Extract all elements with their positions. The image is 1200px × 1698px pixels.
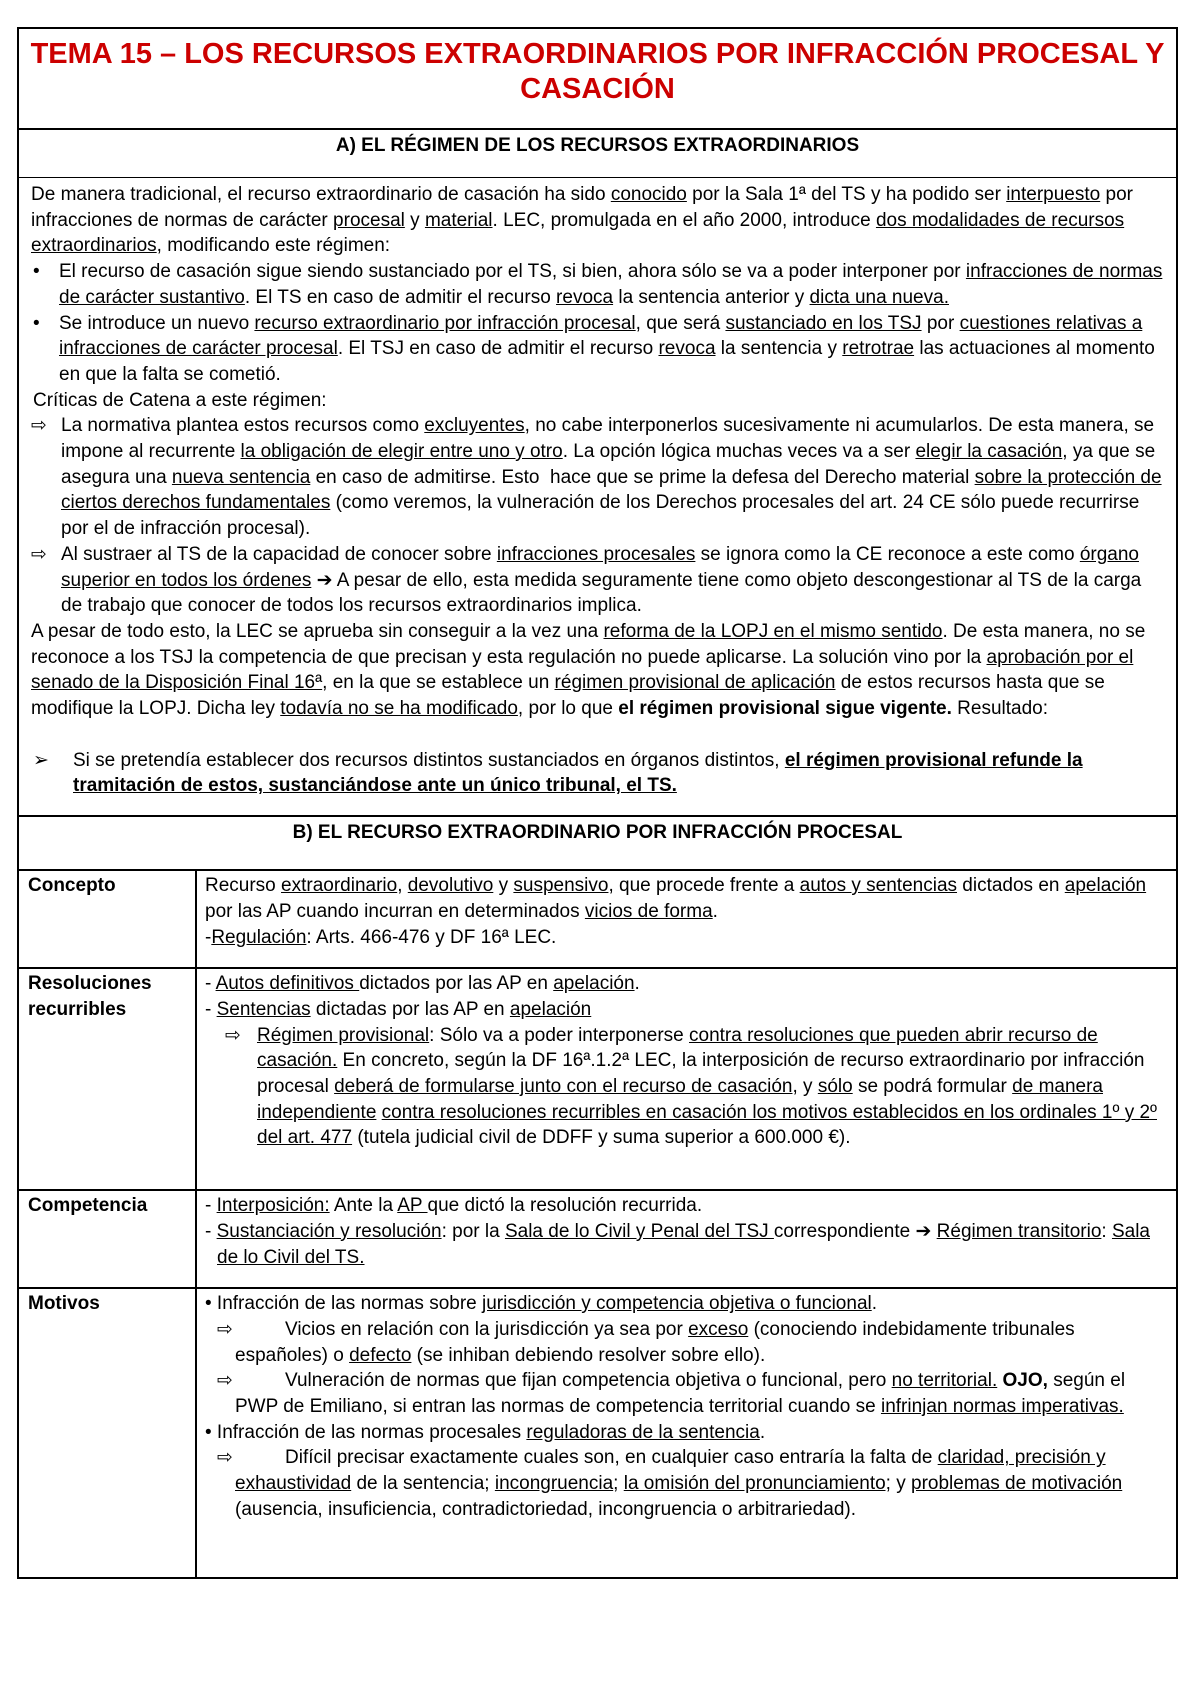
row-key: Competencia	[18, 1190, 196, 1288]
bullet-item: • Infracción de las normas sobre jurisdicción y competencia objetiva o funcional.	[205, 1293, 878, 1315]
arrow-item: ⇨ Al sustraer al TS de la capacidad de conocer sobre infracciones procesales se ignora como la CE reconoce a este como órgano superior en todos los órdenes ➔ A pesar de ello, esta medida seguramente tiene como objeto descongestionar al TS de la carga de trabajo que conocer de todos los recursos extraordinarios implica.	[31, 543, 1142, 617]
row-value: - Autos definitivos dictados por las AP en apelación. - Sentencias dictadas por las AP en apelación ⇨ Régimen provisional: Sólo va a poder interponerse contra resoluciones que pueden abrir recurso de casación. En concreto, según la DF 16ª.1.2ª LEC, la interposición de recurso extraordinario por infracción procesal deberá de formularse junto con el recurso de casación, y sólo se podrá formular de manera independiente contra resoluciones recurribles en casación los motivos establecidos en los ordinales 1º y 2º del art. 477 (tutela judicial civil de DDFF y suma superior a 600.000 €).	[196, 968, 1177, 1190]
triangle-bullet-icon: ➢	[33, 749, 49, 771]
row-key: Concepto	[18, 870, 196, 968]
table-row	[18, 968, 1177, 1190]
row-value	[196, 1288, 1177, 1578]
section-a-intro: De manera tradicional, el recurso extraordinario de casación ha sido conocido por la Sala 1ª del TS y ha podido ser interpuesto por infracciones de normas de carácter procesal y material. LEC, promulgada en el año 2000, introduce dos modalidades de recursos extraordinarios, modificando este régimen:	[31, 184, 1133, 257]
arrow-icon: ⇨	[31, 543, 47, 565]
arrow-item: ⇨ Vicios en relación con la jurisdicción ya sea por exceso (conociendo indebidamente tribunales españoles) o defecto (se inhiban debiendo resolver sobre ello).	[217, 1318, 1075, 1366]
section-a-para2: A pesar de todo esto, la LEC se aprueba sin conseguir a la vez una reforma de la LOPJ en el mismo sentido. De esta manera, no se reconoce a los TSJ la competencia de que precisan y esta regulación no puede aplicarse. La solución vino por la aprobación por el senado de la Disposición Final 16ª, en la que se establece un régimen provisional de aplicación de estos recursos hasta que se modifique la LOPJ. Dicha ley todavía no se ha modificado, por lo que el régimen provisional sigue vigente. Resultado:	[31, 620, 1146, 720]
bullet-icon: •	[33, 312, 40, 334]
bullet-icon: •	[205, 1293, 212, 1315]
table-row	[18, 870, 1177, 968]
page-title: TEMA 15 – LOS RECURSOS EXTRAORDINARIOS POR INFRACCIÓN PROCESAL Y CASACIÓN	[17, 27, 1178, 128]
row-key: Motivos	[18, 1288, 196, 1578]
section-b-heading: B) EL RECURSO EXTRAORDINARIO POR INFRACCIÓN PROCESAL	[17, 817, 1178, 869]
section-a-heading: A) EL RÉGIMEN DE LOS RECURSOS EXTRAORDINARIOS	[17, 128, 1178, 178]
bullet-item: • El recurso de casación sigue siendo sustanciado por el TS, si bien, ahora sólo se va a poder interponer por infracciones de normas de carácter sustantivo. El TS en caso de admitir el recurso revoca la sentencia anterior y dicta una nueva.	[33, 261, 1163, 308]
row-key: Resoluciones recurribles	[18, 968, 196, 1190]
arrow-item: ⇨ Difícil precisar exactamente cuales son, en cualquier caso entraría la falta de claridad, precisión y exhaustividad de la sentencia; incongruencia; la omisión del pronunciamiento; y problemas de motivación (ausencia, insuficiencia, contradictoriedad, incongruencia o arbitrariedad).	[217, 1447, 1123, 1520]
section-b-table	[17, 869, 1178, 1579]
table-row	[18, 1288, 1177, 1578]
arrow-icon: ⇨	[217, 1370, 233, 1392]
arrow-item: ⇨ La normativa plantea estos recursos como excluyentes, no cabe interponerlos sucesivamente ni acumularlos. De esta manera, se impone al recurrente la obligación de elegir entre uno y otro. La opción lógica muchas veces va a ser elegir la casación, ya que se asegura una nueva sentencia en caso de admitirse. Esto hace que se prime la defesa del Derecho material sobre la protección de ciertos derechos fundamentales (como veremos, la vulneración de los Derechos procesales del art. 24 CE sólo puede recurrirse por el de infracción procesal).	[31, 415, 1162, 540]
arrow-icon: ⇨	[217, 1318, 233, 1340]
section-a-body	[17, 178, 1178, 817]
document-page	[17, 27, 1178, 1579]
bullet-icon: •	[33, 261, 40, 283]
row-value: - Interposición: Ante la AP que dictó la resolución recurrida. - Sustanciación y resolución: por la Sala de lo Civil y Penal del TSJ correspondiente ➔ Régimen transitorio: Sala de lo Civil del TS.	[196, 1190, 1177, 1288]
arrow-icon: ⇨	[225, 1024, 241, 1046]
arrow-icon: ⇨	[31, 415, 47, 437]
criticas-heading: Críticas de Catena a este régimen:	[33, 389, 327, 411]
bullet-item: • Infracción de las normas procesales reguladoras de la sentencia.	[205, 1421, 766, 1443]
arrow-item: ⇨ Vulneración de normas que fijan competencia objetiva o funcional, pero no territorial. OJO, según el PWP de Emiliano, si entran las normas de competencia territorial cuando se infrinjan normas imperativas.	[217, 1370, 1126, 1417]
bullet-icon: •	[205, 1421, 212, 1443]
triangle-item: ➢ Si se pretendía establecer dos recursos distintos sustanciados en órganos distintos, el régimen provisional refunde la tramitación de estos, sustanciándose ante un único tribunal, el TS.	[33, 749, 1083, 797]
arrow-icon: ⇨	[217, 1447, 233, 1469]
table-row	[18, 1190, 1177, 1288]
arrow-item: ⇨ Régimen provisional: Sólo va a poder interponerse contra resoluciones que pueden abrir recurso de casación. En concreto, según la DF 16ª.1.2ª LEC, la interposición de recurso extraordinario por infracción procesal deberá de formularse junto con el recurso de casación, y sólo se podrá formular de manera independiente contra resoluciones recurribles en casación los motivos establecidos en los ordinales 1º y 2º del art. 477 (tutela judicial civil de DDFF y suma superior a 600.000 €).	[225, 1024, 1157, 1149]
bullet-item: • Se introduce un nuevo recurso extraordinario por infracción procesal, que será sustanciado en los TSJ por cuestiones relativas a infracciones de carácter procesal. El TSJ en caso de admitir el recurso revoca la sentencia y retrotrae las actuaciones al momento en que la falta se cometió.	[33, 312, 1155, 385]
row-value: Recurso extraordinario, devolutivo y suspensivo, que procede frente a autos y sentencias dictados en apelación por las AP cuando incurran en determinados vicios de forma. -Regulación: Arts. 466-476 y DF 16ª LEC.	[196, 870, 1177, 968]
